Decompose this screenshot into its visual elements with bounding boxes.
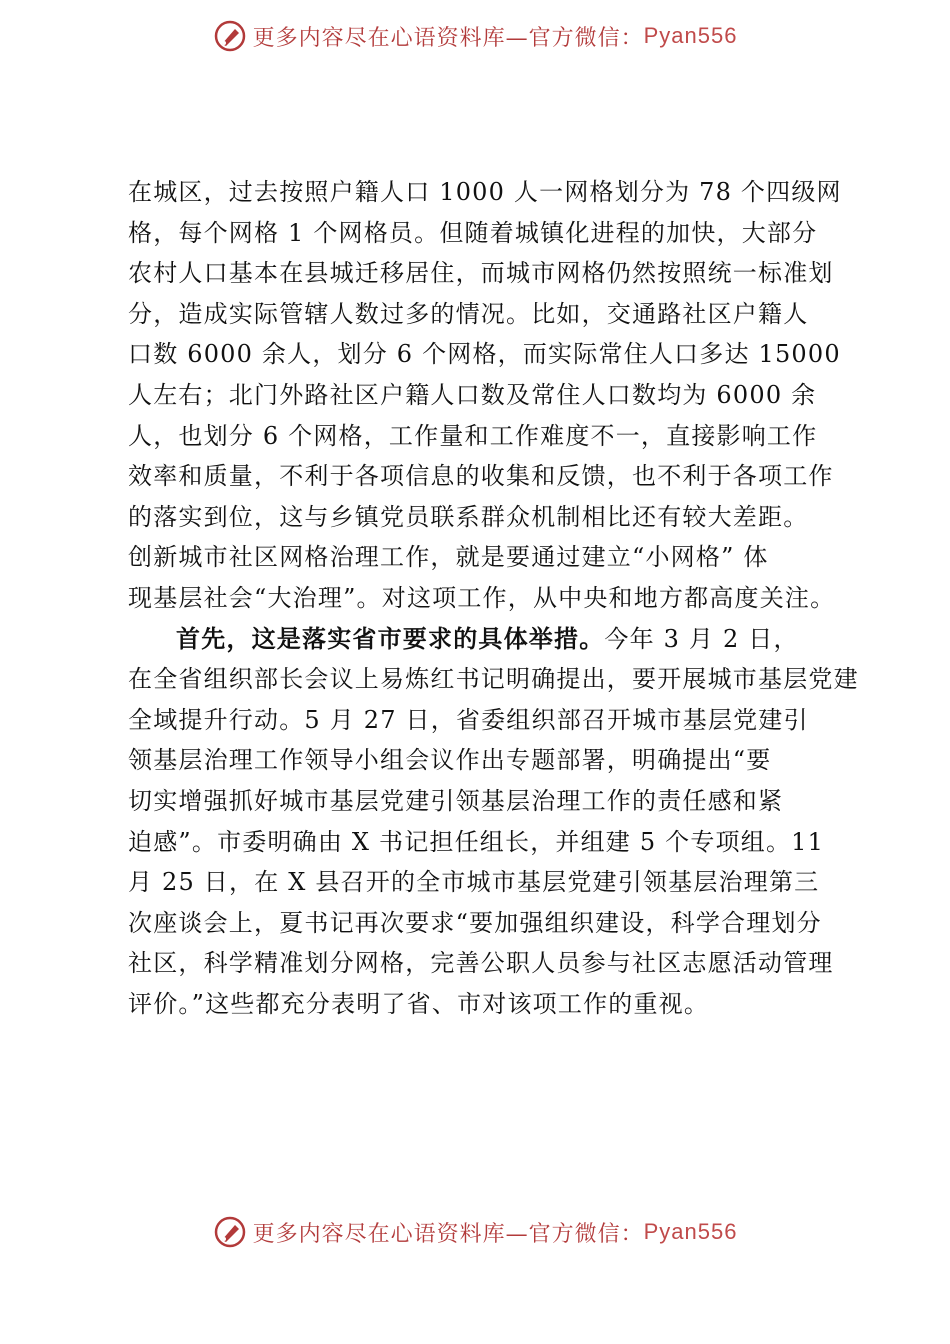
pen-logo-icon bbox=[213, 19, 247, 53]
text-line: 次座谈会上，夏书记再次要求“要加强组织建设，科学合理划分 bbox=[128, 908, 822, 937]
text-line: 迫感”。市委明确由 X 书记担任组长，并组建 5 个专项组。11 bbox=[128, 827, 825, 856]
footer-wechat-id: Pyan556 bbox=[643, 1219, 738, 1244]
text-line: 评价。”这些都充分表明了省、市对该项工作的重视。 bbox=[128, 989, 710, 1018]
text-line: 的落实到位，这与乡镇党员联系群众机制相比还有较大差距。 bbox=[128, 502, 809, 531]
header-wechat-id: Pyan556 bbox=[643, 23, 738, 48]
text-line: 领基层治理工作领导小组会议作出专题部署，明确提出“要 bbox=[128, 746, 772, 775]
text-line: 现基层社会“大治理”。对这项工作，从中央和地方都高度关注。 bbox=[128, 583, 836, 612]
header-watermark bbox=[0, 16, 950, 56]
footer-site-text: 更多内容尽在心语资料库—官方微信： bbox=[252, 1221, 644, 1247]
text-line: 农村人口基本在县城迁移居住，而城市网格仍然按照统一标准划 bbox=[128, 259, 834, 288]
footer-watermark bbox=[0, 1212, 950, 1252]
text-line: 人，也划分 6 个网格，工作量和工作难度不一，直接影响工作 bbox=[128, 421, 818, 450]
pen-logo-icon bbox=[213, 1215, 247, 1249]
text-line: 切实增强抓好城市基层党建引领基层治理工作的责任感和紧 bbox=[128, 786, 784, 815]
text-line: 格，每个网格 1 个网格员。但随着城镇化进程的加快，大部分 bbox=[128, 218, 818, 247]
paragraph-2-first-rest: 今年 3 月 2 日， bbox=[604, 624, 799, 653]
paragraph-2-first-line bbox=[128, 619, 828, 660]
text-line: 月 25 日，在 X 县召开的全市城市基层党建引领基层治理第三 bbox=[128, 868, 820, 897]
text-line: 效率和质量，不利于各项信息的收集和反馈，也不利于各项工作 bbox=[128, 462, 834, 491]
text-line: 创新城市社区网格治理工作，就是要通过建立“小网格” 体 bbox=[128, 543, 769, 572]
text-line: 人左右；北门外路社区户籍人口数及常住人口数均为 6000 余 bbox=[128, 380, 817, 409]
paragraph-2-bold-lead: 首先，这是落实省市要求的具体举措。 bbox=[176, 623, 605, 653]
text-line: 口数 6000 余人，划分 6 个网格，而实际常住人口多达 15000 bbox=[128, 340, 841, 369]
text-line: 在城区，过去按照户籍人口 1000 人一网格划分为 78 个四级网 bbox=[128, 178, 842, 206]
text-line: 在全省组织部长会议上易炼红书记明确提出，要开展城市基层党建 bbox=[128, 665, 859, 694]
text-line: 全域提升行动。5 月 27 日，省委组织部召开城市基层党建引 bbox=[128, 705, 809, 734]
text-line: 社区，科学精准划分网格，完善公职人员参与社区志愿活动管理 bbox=[128, 949, 834, 978]
text-line: 分，造成实际管辖人数过多的情况。比如，交通路社区户籍人 bbox=[128, 299, 809, 328]
document-body bbox=[128, 172, 859, 1024]
header-site-text: 更多内容尽在心语资料库—官方微信： bbox=[252, 25, 644, 51]
